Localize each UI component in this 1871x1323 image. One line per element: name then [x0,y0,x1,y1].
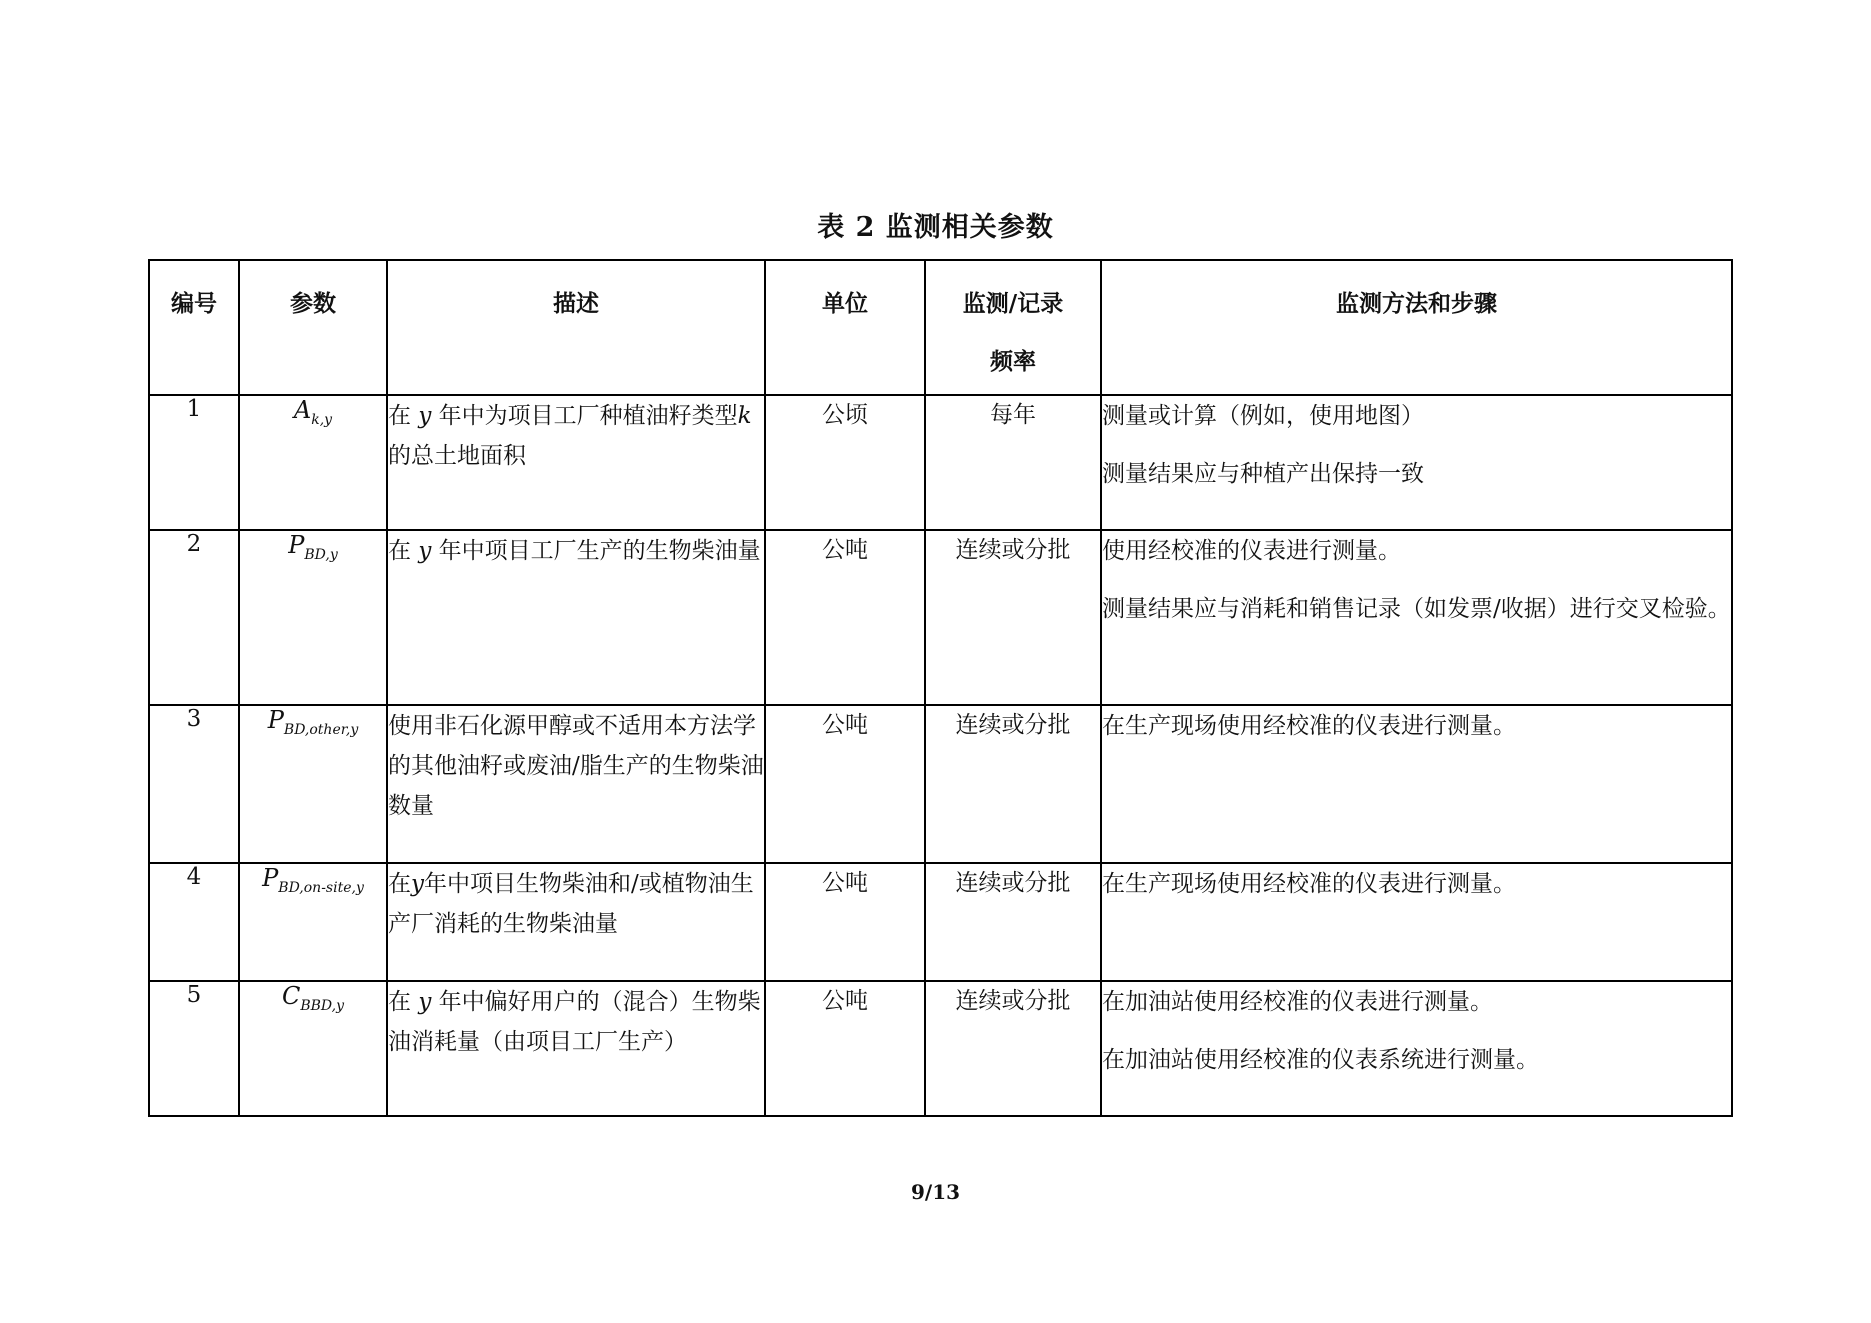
desc-text: 年中偏好用户的（混合）生物柴油消耗量（由项目工厂生产） [388,989,761,1055]
desc-text: 在 [388,871,411,897]
param-sub: BBD,y [300,998,345,1014]
cell-param [239,530,387,705]
header-desc: 描述 [387,260,765,395]
method-line: 测量结果应与消耗和销售记录（如发票/收据）进行交叉检验。 [1102,596,1731,622]
table-row [149,530,1732,705]
cell-freq: 连续或分批 [925,705,1101,863]
cell-desc [387,863,765,981]
method-line: 测量结果应与种植产出保持一致 [1102,461,1424,487]
cell-desc [387,530,765,705]
param-main: C [281,982,301,1010]
param-symbol [267,706,359,738]
cell-freq: 连续或分批 [925,530,1101,705]
desc-text: 在 [388,989,419,1015]
header-freq [925,260,1101,395]
cell-unit: 公顷 [765,395,925,530]
param-symbol [293,396,333,428]
method-line: 在加油站使用经校准的仪表系统进行测量。 [1102,1047,1539,1073]
method-line: 在加油站使用经校准的仪表进行测量。 [1102,989,1493,1015]
table-row [149,705,1732,863]
cell-freq: 连续或分批 [925,863,1101,981]
cell-freq: 每年 [925,395,1101,530]
desc-variable: k [737,403,752,429]
table-row [149,395,1732,530]
cell-param [239,863,387,981]
page-title: 表 2 监测相关参数 [817,212,1054,243]
method-line: 在生产现场使用经校准的仪表进行测量。 [1102,713,1516,739]
desc-text: 年中项目生物柴油和/或植物油生产厂消耗的生物柴油量 [388,871,754,937]
desc-variable: y [418,538,432,564]
param-symbol [262,864,364,896]
cell-method [1101,395,1732,530]
table-header-row [149,260,1732,395]
desc-text: 年中为项目工厂种植油籽类型 [431,403,738,429]
desc-text: 在 [388,403,419,429]
param-sub: BD,other,y [283,722,359,738]
cell-method [1101,705,1732,863]
header-freq-line2: 频率 [990,348,1036,375]
desc-text: 年中项目工厂生产的生物柴油量 [431,538,761,564]
cell-method [1101,863,1732,981]
page-number: 9/13 [910,1180,961,1204]
table-row [149,863,1732,981]
param-symbol [288,531,338,563]
param-sub: BD,on-site,y [278,880,364,896]
header-param: 参数 [239,260,387,395]
header-unit: 单位 [765,260,925,395]
desc-variable: y [411,871,424,897]
cell-unit: 公吨 [765,981,925,1116]
cell-no: 4 [149,863,239,981]
cell-method [1101,530,1732,705]
desc-variable: y [418,989,432,1015]
param-sub: BD,y [304,547,338,563]
param-main: A [293,396,312,424]
cell-no: 1 [149,395,239,530]
param-sub: k,y [311,412,333,428]
method-line: 测量或计算（例如，使用地图） [1102,403,1424,429]
desc-text: 的总土地面积 [388,443,526,469]
cell-desc [387,395,765,530]
cell-no: 2 [149,530,239,705]
cell-param [239,395,387,530]
cell-desc: 使用非石化源甲醇或不适用本方法学的其他油籽或废油/脂生产的生物柴油数量 [387,705,765,863]
monitoring-parameters-table [148,259,1733,1117]
method-line: 使用经校准的仪表进行测量。 [1102,538,1401,564]
cell-param [239,981,387,1116]
cell-param [239,705,387,863]
method-line: 在生产现场使用经校准的仪表进行测量。 [1102,871,1516,897]
cell-freq: 连续或分批 [925,981,1101,1116]
param-main: P [288,531,305,559]
cell-no: 3 [149,705,239,863]
cell-desc [387,981,765,1116]
table-row [149,981,1732,1116]
cell-unit: 公吨 [765,705,925,863]
desc-text: 在 [388,538,419,564]
header-no: 编号 [149,260,239,395]
header-method: 监测方法和步骤 [1101,260,1732,395]
cell-unit: 公吨 [765,530,925,705]
cell-unit: 公吨 [765,863,925,981]
cell-method [1101,981,1732,1116]
param-main: P [267,706,284,734]
param-symbol [281,982,345,1014]
header-freq-line1: 监测/记录 [962,290,1064,317]
cell-no: 5 [149,981,239,1116]
param-main: P [262,864,279,892]
desc-variable: y [418,403,432,429]
